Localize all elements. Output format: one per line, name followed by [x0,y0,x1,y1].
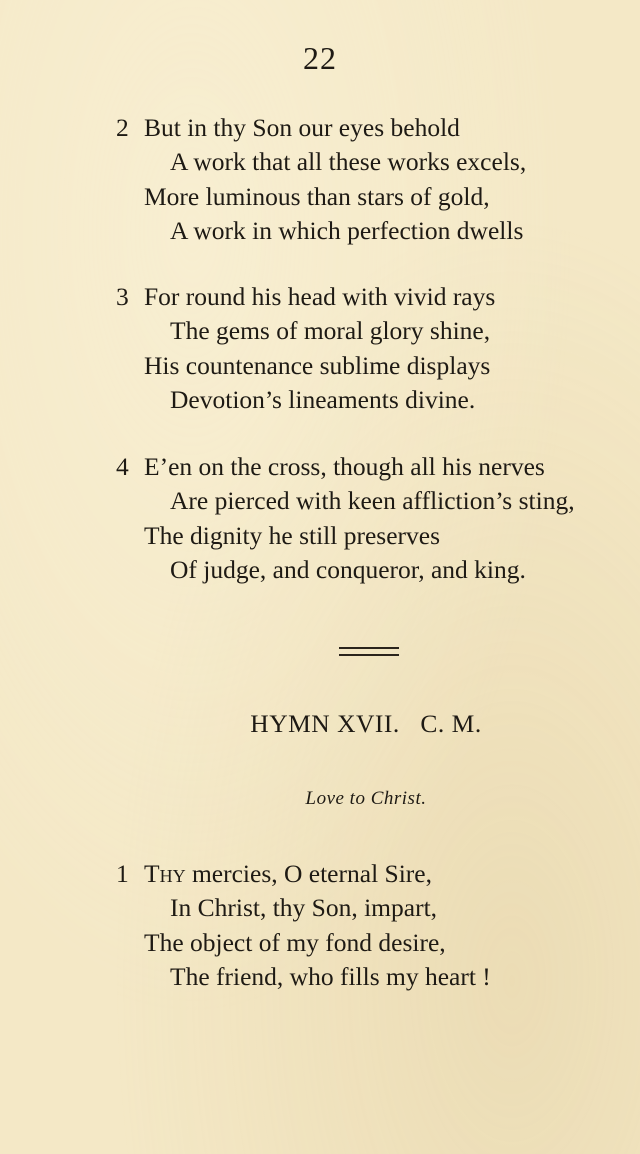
verse-line-text: But in thy Son our eyes behold [144,113,460,142]
verse-line: His countenance sublime displays [144,350,491,380]
verse-line [116,111,526,145]
verse-line: More luminous than stars of gold, [144,181,490,211]
verse-line-text: mercies, O eternal Sire, [185,859,432,888]
verse-line: The gems of moral glory shine, [170,316,491,346]
verse-number: 2 [116,113,129,142]
verse-line [116,280,495,314]
verse-line: The object of my fond desire, [144,927,446,957]
verse-number: 3 [116,282,129,311]
verse-line: The friend, who fills my heart ! [170,961,491,991]
hymn-subtitle: Love to Christ. [305,788,427,809]
hymn-title: HYMN XVII. C. M. [250,709,482,738]
verse-line: In Christ, thy Son, impart, [170,893,438,923]
verse-4 [116,450,575,587]
verse-line [116,857,491,891]
page-number: 22 [303,40,337,76]
hymn-verse-1 [116,857,491,994]
verse-line [116,450,575,484]
verse-line: The dignity he still preserves [144,520,441,550]
verse-line: A work in which perfection dwells [170,215,524,245]
verse-line: Are pierced with keen affliction’s sting, [170,486,575,516]
verse-3 [116,280,495,417]
verse-number: 1 [116,859,129,888]
verse-line-text: For round his head with vivid rays [144,282,496,311]
verse-line: Devotion’s lineaments divine. [170,384,476,414]
separator-rule-bottom [339,654,399,656]
verse-2 [116,111,526,248]
verse-number: 4 [116,452,129,481]
separator-rule-top [339,647,399,649]
verse-line: Of judge, and conqueror, and king. [170,554,526,584]
verse-line: A work that all these works excels, [170,147,527,177]
verse-first-word: Thy [144,859,186,888]
verse-line-text: E’en on the cross, though all his nerves [144,452,545,481]
